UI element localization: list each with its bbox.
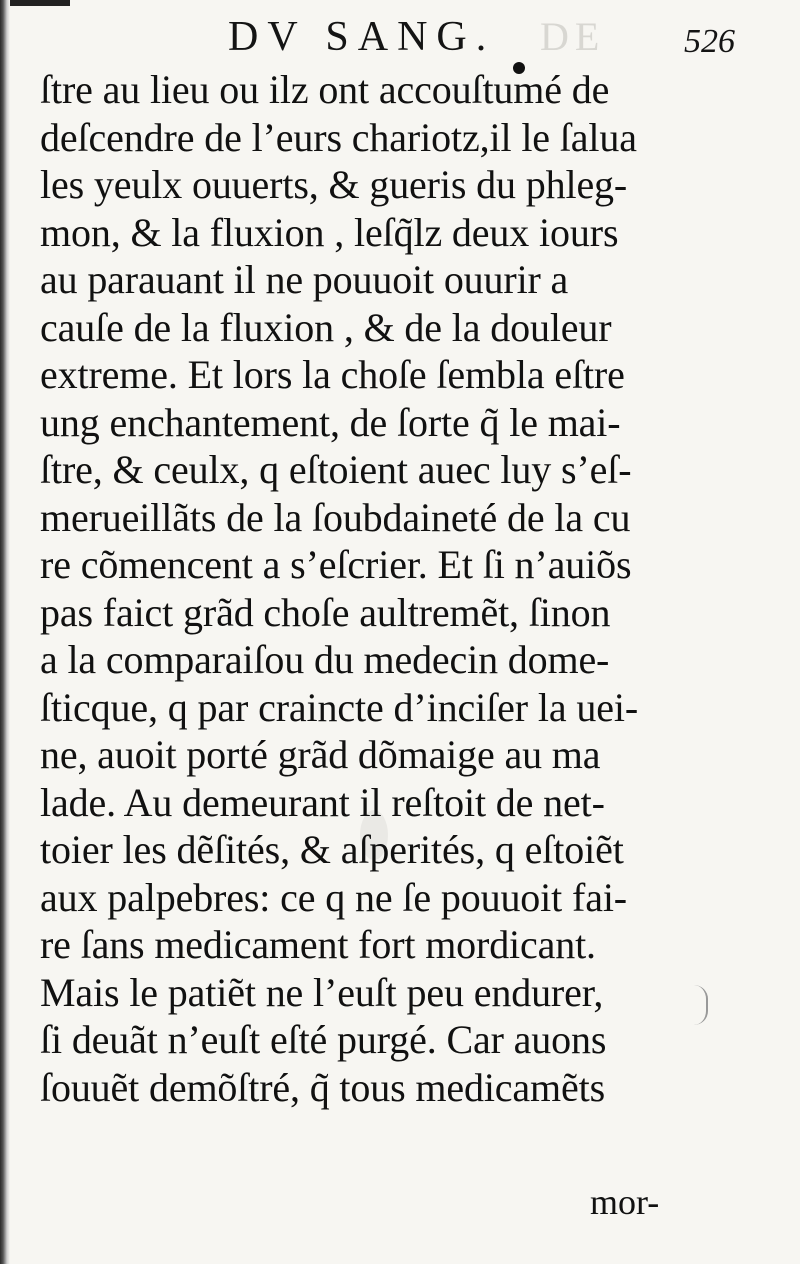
text-line: mon, & la fluxion , leſq̃lz deux iours xyxy=(40,209,619,255)
page-number: 526 xyxy=(684,23,735,60)
text-line: lade. Au demeurant il reſtoit de net- xyxy=(40,779,605,825)
text-line: ſouuẽt demõſtré, q̃ tous medicamẽts xyxy=(40,1064,606,1110)
text-line: ſi deuãt n’euſt eſté purgé. Car auons xyxy=(40,1017,607,1062)
text-line: ſticque, q par craincte d’inciſer la uei- xyxy=(40,684,639,730)
text-line: ne, auoit porté grãd dõmaige au ma xyxy=(40,732,601,777)
text-line: merueillãts de la ſoubdaineté de la cu xyxy=(40,494,631,540)
top-edge-shadow xyxy=(10,0,70,6)
catchword: mor- xyxy=(590,1182,660,1222)
text-line: a la comparaiſou du medecin dome- xyxy=(40,637,610,682)
running-head: DV SANG. xyxy=(228,14,496,60)
body-text xyxy=(40,66,700,1111)
text-line: ſtre, & ceulx, q eſtoient auec luy s’eſ- xyxy=(40,447,632,492)
text-line: Mais le patiẽt ne l’euſt peu endurer, xyxy=(40,969,604,1015)
binding-edge xyxy=(0,0,10,1264)
text-line: toier les dẽſités, & aſperités, q eſtoiẽt xyxy=(40,827,624,872)
text-line: ung enchantement, de ſorte q̃ le mai- xyxy=(40,399,621,445)
text-line: cauſe de la fluxion , & de la douleur xyxy=(40,304,612,350)
text-line: ſtre au lieu ou ilz ont accouſtumé de xyxy=(40,67,610,112)
text-line: extreme. Et lors la choſe ſembla eſtre xyxy=(40,352,625,397)
text-line: re ſans medicament fort mordicant. xyxy=(40,922,596,967)
show-through-text: DE xyxy=(540,14,606,59)
text-line: au parauant il ne pouuoit ouurir a xyxy=(40,257,569,302)
text-line: les yeulx ouuerts, & gueris du phleg- xyxy=(40,162,628,207)
text-line: pas faict grãd choſe aultremẽt, ſinon xyxy=(40,589,611,635)
text-line: aux palpebres: ce q ne ſe pouuoit fai- xyxy=(40,874,627,920)
page-header xyxy=(0,12,800,62)
text-line: deſcendre de l’eurs chariotz,il le ſalua xyxy=(40,114,637,160)
text-line: re cõmencent a s’eſcrier. Et ſi n’auiõs xyxy=(40,542,632,587)
